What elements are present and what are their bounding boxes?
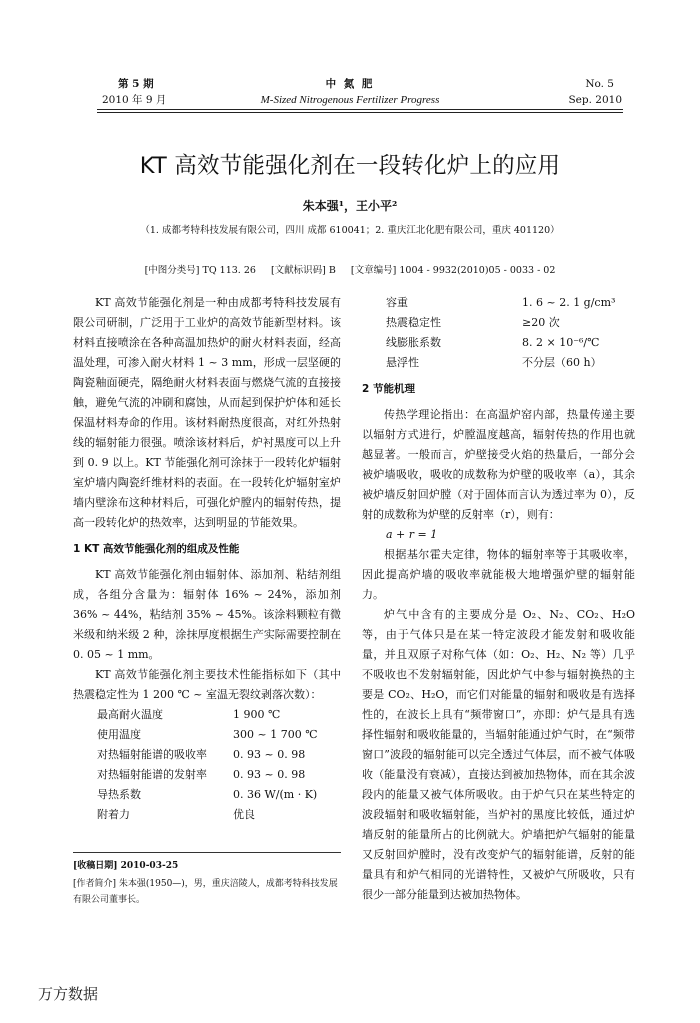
header-date-right: Sep. 2010 bbox=[568, 94, 622, 106]
spec-list-right bbox=[362, 293, 635, 373]
spec-value: 0. 93 ~ 0. 98 bbox=[233, 748, 306, 761]
clc-code: [中图分类号] TQ 113. 26 bbox=[144, 265, 256, 276]
footnote-received: [收稿日期] 2010-03-25 bbox=[73, 861, 179, 871]
spec-name: 容重 bbox=[386, 296, 408, 309]
spec-name: 使用温度 bbox=[97, 728, 141, 741]
article-affiliations: （1. 成都考特科技发展有限公司，四川 成都 610041；2. 重庆江北化肥有限公司，重庆 401120） bbox=[140, 225, 560, 236]
spec-name: 对热辐射能谱的发射率 bbox=[97, 768, 207, 781]
spec-value: 1 900 ℃ bbox=[233, 708, 281, 721]
equation: a + r = 1 bbox=[386, 528, 438, 541]
spec-name: 导热系数 bbox=[97, 788, 141, 801]
intro-paragraph: KT 高效节能强化剂是一种由成都考特科技发展有限公司研制，广泛用于工业炉的高效节能新型材料。该材料直接喷涂在各种高温加热炉的耐火材料表面，经高温处理，可渗入耐火材料 1 ~ 3 mm，形成一层坚硬的陶瓷釉面硬壳，隔绝耐火材料表面与燃烧气流的直接接触，避免气流的冲刷和腐蚀，从而起到保护炉体和延长保温材料寿命的作用。该材料耐热度很高，对红外热射线的辐射能力很强。喷涂该材料后，炉衬黑度可以上升到 0. 9 以上。KT 节能强化剂可涂抹于一段转化炉辐射室炉墙内陶瓷纤维材料的表面。在一段转化炉辐射室炉墙内壁涂布这种材料后，可强化炉膛内的辐射传热，提高一段转化炉的热效率，达到明显的节能效果。 bbox=[73, 296, 341, 529]
spec-value: 不分层（60 h） bbox=[522, 356, 602, 369]
spec-row bbox=[73, 745, 341, 765]
header-rule-bottom bbox=[97, 112, 623, 113]
spec-row bbox=[362, 353, 635, 373]
spec-row bbox=[73, 765, 341, 785]
spec-value: 0. 36 W/(m · K) bbox=[233, 788, 318, 801]
document-code: [文献标识码] B bbox=[270, 265, 336, 276]
footnote-author: [作者简介] 朱本强(1950—)，男，重庆涪陵人，成都考特科技发展有限公司董事长。 bbox=[73, 879, 338, 905]
header-date-left: 2010 年 9 月 bbox=[102, 94, 167, 106]
spec-name: 热震稳定性 bbox=[386, 316, 441, 329]
header-issue-left: 第 5 期 bbox=[118, 78, 154, 90]
spec-name: 最高耐火温度 bbox=[97, 708, 163, 721]
spec-name: 悬浮性 bbox=[386, 356, 419, 369]
spec-value: ≥20 次 bbox=[522, 316, 560, 329]
spec-value: 优良 bbox=[233, 808, 255, 821]
spec-value: 300 ~ 1 700 ℃ bbox=[233, 728, 318, 741]
header-rule-top bbox=[97, 109, 623, 110]
spec-row bbox=[362, 293, 635, 313]
spec-row bbox=[73, 705, 341, 725]
specs-intro-paragraph: KT 高效节能强化剂主要技术性能指标如下（其中热震稳定性为 1 200 ℃ ~ 室温无裂纹剥落次数）： bbox=[73, 668, 341, 701]
mechanism-paragraph-1: 传热学理论指出：在高温炉窑内部，热量传递主要以辐射方式进行，炉膛温度越高，辐射传热的作用也就越显著。一般而言，炉壁接受火焰的热量后，一部分会被炉墙吸收，吸收的成数称为炉壁的吸收率（a），其余被炉墙反射回炉膛（对于固体而言认为透过率为 0），反射的成数称为炉壁的反射率（r），则有： bbox=[362, 408, 635, 521]
right-column bbox=[362, 293, 635, 905]
spec-value: 0. 93 ~ 0. 98 bbox=[233, 768, 306, 781]
spec-row bbox=[362, 313, 635, 333]
spec-name: 对热辐射能谱的吸收率 bbox=[97, 748, 207, 761]
wanfang-watermark: 万方数据 bbox=[38, 985, 99, 1003]
spec-name: 附着力 bbox=[97, 808, 130, 821]
spec-row bbox=[362, 333, 635, 353]
spec-row bbox=[73, 785, 341, 805]
header-issue-right: No. 5 bbox=[585, 78, 614, 90]
article-number: [文章编号] 1004 - 9932(2010)05 - 0033 - 02 bbox=[350, 265, 556, 276]
spec-value: 1. 6 ~ 2. 1 g/cm³ bbox=[522, 296, 616, 309]
section-2-heading: 2 节能机理 bbox=[362, 383, 415, 395]
header-journal-cn: 中 氮 肥 bbox=[325, 78, 375, 90]
composition-paragraph: KT 高效节能强化剂由辐射体、添加剂、粘结剂组成，各组分含量为：辐射体 16% ~ 24%，添加剂 36% ~ 44%，粘结剂 35% ~ 45%。该涂料颗粒有微米级和纳米级 2 种，涂抹厚度根据生产实际需要控制在 0. 05 ~ 1 mm。 bbox=[73, 568, 341, 661]
spec-name: 线膨胀系数 bbox=[386, 336, 441, 349]
article-authors: 朱本强¹，王小平² bbox=[302, 199, 398, 213]
spec-row bbox=[73, 805, 341, 825]
header-journal-en: M-Sized Nitrogenous Fertilizer Progress bbox=[260, 94, 440, 106]
footnote-rule bbox=[73, 852, 341, 853]
left-column bbox=[73, 293, 341, 825]
mechanism-paragraph-3: 炉气中含有的主要成分是 O₂、N₂、CO₂、H₂O 等，由于气体只是在某一特定波段才能发射和吸收能量，并且双原子对称气体（如：O₂、H₂、N₂ 等）几乎不吸收也不发射辐射能，因此炉气中参与辐射换热的主要是 CO₂、H₂O，而它们对能量的辐射和吸收是有选择性的，在波长上具有“频带窗口”，亦即：炉气是具有选择性辐射和吸收能量的，当辐射能通过炉气时，在“频带窗口”波段的辐射能可以完全透过气体层，而不被气体吸收（能量没有衰减），直接达到被加热物体，而在其余波段内的能量又被气体所吸收。由于炉气只在某些特定的波段辐射和吸收辐射能，当炉衬的黑度比较低，通过炉墙反射的能量所占的比例就大。炉墙把炉气辐射的能量又反射回炉膛时，没有改变炉气的辐射能谱，反射的能量具有和炉气相同的光谱特性，又被炉气所吸收，只有很少一部分能量到达被加热物体。 bbox=[362, 608, 635, 901]
article-meta bbox=[0, 262, 700, 276]
section-1-heading: 1 KT 高效节能强化剂的组成及性能 bbox=[73, 543, 240, 555]
spec-value: 8. 2 × 10⁻⁶/℃ bbox=[522, 336, 600, 349]
spec-list-left bbox=[73, 705, 341, 825]
mechanism-paragraph-2: 根据基尔霍夫定律，物体的辐射率等于其吸收率，因此提高炉墙的吸收率就能极大地增强炉壁的辐射能力。 bbox=[362, 548, 635, 601]
spec-row bbox=[73, 725, 341, 745]
article-title: KT 高效节能强化剂在一段转化炉上的应用 bbox=[139, 153, 561, 179]
